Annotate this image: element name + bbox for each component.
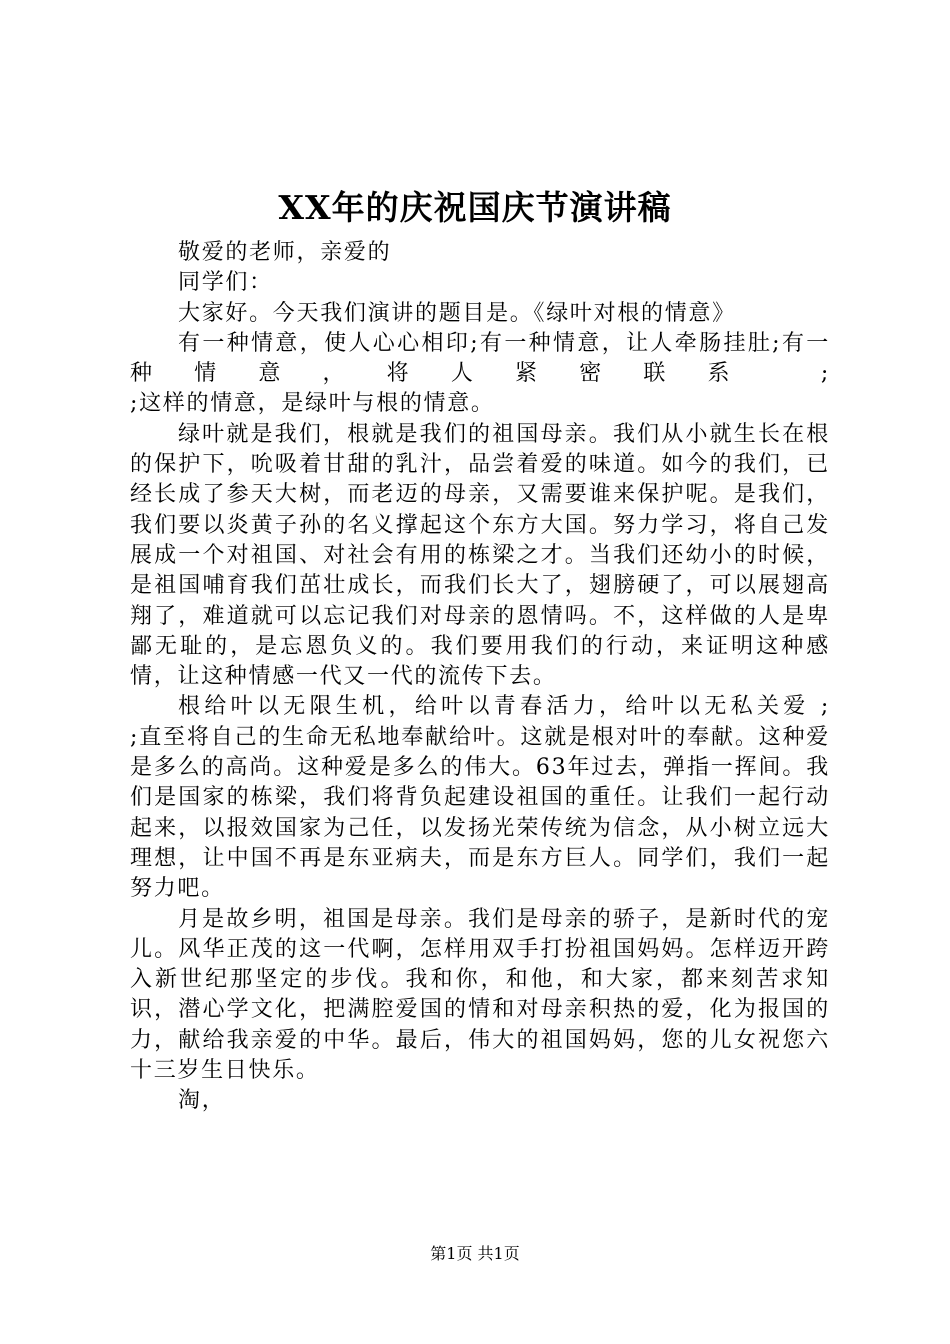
document-title: XX年的庆祝国庆节演讲稿 (278, 188, 672, 227)
paragraph-moon-homeland: 月是故乡明，祖国是母亲。我们是母亲的骄子，是新时代的宠儿。风华正茂的这一代啊，怎样用双手打扮祖国妈妈。怎样迈开跨入新世纪那坚定的步伐。我和你，和他，和大家，都来刻苦求知识，潜心学文化，把满腔爱国的情和对母亲积热的爱，化为报国的力，献给我亲爱的中华。最后，伟大的祖国妈妈，您的儿女祝您六十三岁生日快乐。 (130, 906, 830, 1084)
greeting-line-2: 同学们： (178, 270, 273, 296)
paragraph-intro-continued: ;这样的情意，是绿叶与根的情意。 (130, 391, 495, 417)
opening-line: 大家好。今天我们演讲的题目是。《绿叶对根的情意》 (178, 300, 736, 326)
paragraph-green-leaves: 绿叶就是我们，根就是我们的祖国母亲。我们从小就生长在根的保护下，吮吸着甘甜的乳汁，品尝着爱的味道。如今的我们，已经长成了参天大树，而老迈的母亲，又需要谁来保护呢。是我们，我们要以炎黄子孙的名义撑起这个东方大国。努力学习，将自己发展成一个对祖国、对社会有用的栋梁之才。当我们还幼小的时候，是祖国哺育我们茁壮成长，而我们长大了，翅膀硬了，可以展翅高翔了，难道就可以忘记我们对母亲的恩情吗。不，这样做的人是卑鄙无耻的，是忘恩负义的。我们要用我们的行动，来证明这种感情，让这种情感一代又一代的流传下去。 (130, 421, 830, 690)
greeting-line-1: 敬爱的老师，亲爱的 (178, 240, 392, 265)
paragraph-roots-continued: ;直至将自己的生命无私地奉献给叶。这就是根对叶的奉献。这种爱是多么的高尚。这种爱是多么的伟大。63年过去，弹指一挥间。我们是国家的栋梁，我们将背负起建设祖国的重任。让我们一起行动起来，以报效国家为己任，以发扬光荣传统为信念，从小树立远大理想，让中国不再是东亚病夫，而是东方巨人。同学们，我们一起努力吧。 (130, 724, 830, 902)
paragraph-roots: 根给叶以无限生机，给叶以青春活力，给叶以无私关爱 ; (178, 694, 830, 720)
paragraph-intro: 有一种情意，使人心心相印;有一种情意，让人牵肠挂肚;有一种情意，将人紧密联系 ; (130, 330, 830, 387)
page-number-footer: 第1页 共1页 (430, 1244, 520, 1263)
closing-fragment: 淘， (178, 1088, 226, 1114)
document-body (130, 238, 830, 1117)
